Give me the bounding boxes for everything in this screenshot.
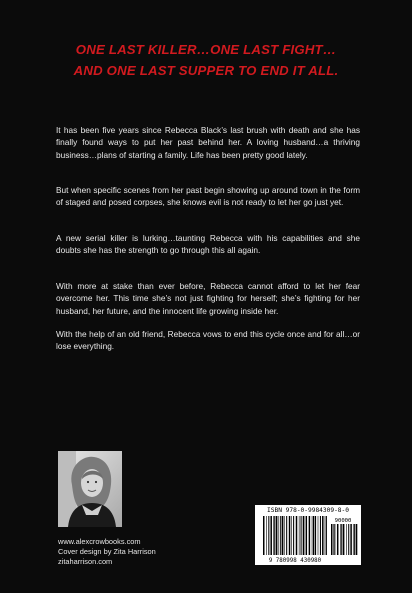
barcode-bar [325,516,326,555]
barcode-bar [301,516,302,555]
barcode-bar [326,516,327,555]
blurb-paragraph-2: But when specific scenes from her past begin showing up around town in the form of staged and posed corpses, she knows evil is not ready to let her go just yet. [56,185,360,208]
isbn-number: ISBN 978-0-9984309-8-0 [267,507,349,514]
barcode-bar [320,516,321,555]
barcode-bar [318,516,319,555]
barcode-bar [293,516,294,555]
price-code: 90000 [334,518,352,524]
cover-design-credit: Cover design by Zita Harrison [58,547,156,557]
barcode-bar [312,516,313,555]
addon-bars [331,524,357,555]
barcode-bar [276,516,278,555]
blurb-paragraph-5: With the help of an old friend, Rebecca vows to end this cycle once and for all…or lose everything. [56,329,360,352]
barcode-bar [296,516,298,555]
barcode-bar [280,516,281,555]
barcode-bar [299,516,300,555]
barcode-bar [284,516,285,555]
author-website-link[interactable]: www.alexcrowbooks.com [58,537,141,546]
barcode-bar [303,516,305,555]
tagline-line-1: ONE LAST KILLER…ONE LAST FIGHT… [75,42,337,57]
author-portrait-image [58,451,122,527]
barcode-bar [309,516,311,555]
isbn-barcode [255,505,361,565]
designer-website: zitaharrison.com [58,557,113,567]
barcode-bar [348,524,349,555]
barcode-bar [331,524,333,555]
barcode-bar [350,524,352,555]
barcode-bar [270,516,272,555]
barcode-bar [356,524,358,555]
barcode-bar [340,524,341,555]
barcode-bar [274,516,275,555]
blurb-paragraph-1: It has been five years since Rebecca Black’s last brush with death and she has finally found ways to put her past behind her. A loving husband…a thriving business…plans of starting a family. Life has been pretty good lately. [56,125,360,160]
barcode-bar [337,524,339,555]
barcode-bar [263,516,265,555]
barcode-bar [273,516,274,555]
barcode-bar [334,524,335,555]
barcode-bar [282,516,284,555]
barcode-bar [306,516,307,555]
ean-digits: 9 780998 430980 [268,558,322,564]
barcode-bar [268,516,269,555]
barcode-bar [286,516,287,555]
barcode-bar [266,516,267,555]
barcode-bar [353,524,354,555]
barcode-bar [354,524,355,555]
barcode-bar [305,516,306,555]
credits-block [58,537,208,568]
barcode-bar [289,516,291,555]
blurb-paragraph-3: A new serial killer is lurking…taunting Rebecca with his capabilities and she doubts she has the strength to go through this all again. [56,233,360,256]
barcode-bar [322,516,324,555]
barcode-bar [315,516,317,555]
barcode-bar [343,524,345,555]
tagline-line-2: AND ONE LAST SUPPER TO END IT ALL. [73,63,339,78]
barcode-bar [313,516,314,555]
barcode-bar [279,516,280,555]
barcode-graphic [255,505,361,565]
ean-bars [263,516,327,555]
barcode-bar [333,524,334,555]
author-photo [58,451,122,527]
barcode-bar [346,524,347,555]
barcode-bar [341,524,342,555]
blurb-paragraph-4: With more at stake than ever before, Rebecca cannot afford to let her fear overcome her. This time she’s not just fighting for herself; she’s fighting for her husband, her future, and the innocent life growing inside her. [56,281,360,316]
barcode-bar [291,516,292,555]
